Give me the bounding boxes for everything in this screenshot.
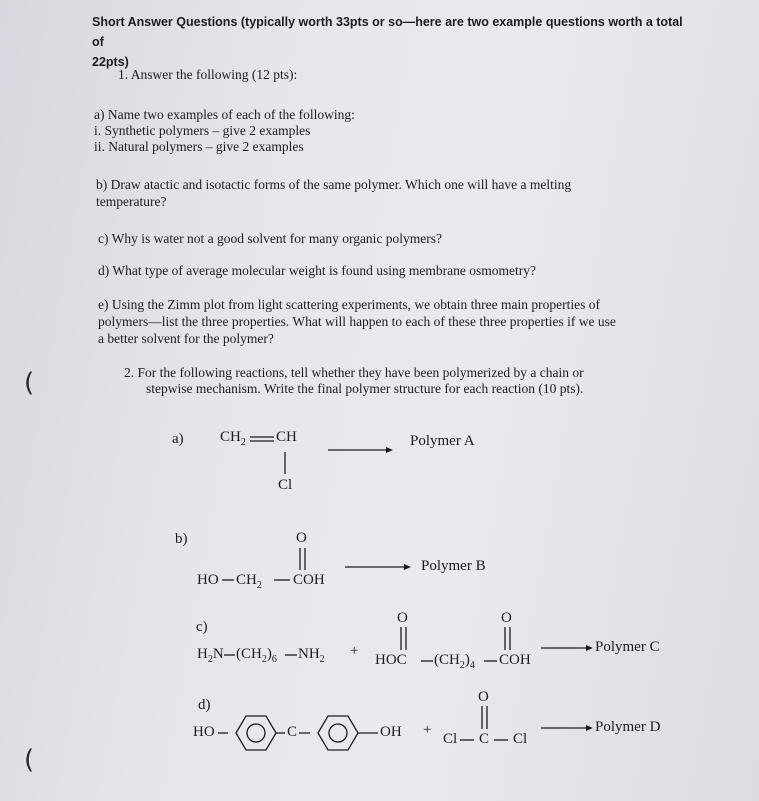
header-line-1: Short Answer Questions (typically worth 33pts or so—here are two example questions worth a total of — [92, 15, 683, 49]
reaction-c-nh2 — [298, 646, 325, 665]
reaction-c-h2n — [197, 646, 224, 665]
reaction-c-product: Polymer C — [595, 639, 660, 655]
q1d: d) What type of average molecular weight is found using membrane osmometry? — [98, 263, 536, 278]
reaction-a-label: a) — [172, 431, 184, 447]
reaction-a-ch: CH — [276, 429, 297, 445]
reaction-d-cl-2: Cl — [513, 731, 528, 747]
reaction-c-mid-end: ) — [464, 652, 470, 668]
reaction-c-h-text: H — [197, 646, 208, 662]
q1b-line-2: temperature? — [96, 194, 167, 209]
reaction-c-mid-text: (CH — [434, 652, 460, 668]
reaction-c-hoc: HOC — [375, 652, 407, 668]
reaction-c-oxygen-2: O — [501, 610, 512, 626]
reaction-c-chain-end: ) — [266, 646, 272, 662]
q1a-ii: ii. Natural polymers – give 2 examples — [94, 139, 304, 154]
reaction-c-coh: COH — [499, 652, 531, 668]
reaction-c-nh-text: NH — [298, 646, 320, 662]
q1a-prompt: a) Name two examples of each of the following: — [94, 107, 355, 122]
q1c: c) Why is water not a good solvent for many organic polymers? — [98, 231, 443, 246]
reaction-b-product: Polymer B — [421, 558, 486, 574]
reaction-c-chain-text: (CH — [236, 646, 262, 662]
reaction-d-oxygen: O — [478, 689, 489, 705]
reaction-a-ch2-text: CH — [220, 429, 241, 445]
reaction-c-plus: + — [350, 643, 359, 659]
q1e-line-2: polymers—list the three properties. What will happen to each of these three properties if we use — [98, 314, 616, 329]
margin-mark-bottom: ( — [24, 745, 35, 775]
reaction-b-ch2 — [236, 572, 262, 591]
reaction-c-oxygen-1: O — [397, 610, 408, 626]
reaction-c-chain-sub: 2 — [261, 654, 267, 665]
reaction-c-mid — [434, 652, 475, 671]
reaction-d-oh: OH — [380, 724, 402, 740]
reaction-d-plus: + — [423, 722, 432, 738]
q1e-line-1: e) Using the Zimm plot from light scattering experiments, we obtain three main properties of — [98, 297, 600, 312]
reaction-d-ho: HO — [193, 724, 215, 740]
q1b-line-1: b) Draw atactic and isotactic forms of the same polymer. Which one will have a melting — [96, 177, 572, 192]
q2-line-2: stepwise mechanism. Write the final polymer structure for each reaction (10 pts). — [146, 381, 584, 396]
reaction-a-ch2-sub: 2 — [240, 437, 246, 448]
reaction-c-chain — [236, 646, 277, 665]
reaction-d-carbon: C — [287, 724, 298, 740]
reaction-c-mid-sub: 2 — [459, 660, 465, 671]
reaction-c-h-sub: 2 — [207, 654, 213, 665]
q1-heading: 1. Answer the following (12 pts): — [118, 67, 298, 82]
reaction-d-cl-1: Cl — [443, 731, 458, 747]
reaction-b-ho: HO — [197, 572, 219, 588]
reaction-b-oxygen: O — [296, 530, 307, 546]
reaction-b-ch2-text: CH — [236, 572, 257, 588]
reaction-d-carbon-2: C — [479, 731, 490, 747]
reaction-b-label: b) — [175, 531, 188, 547]
margin-mark-top: ( — [24, 368, 35, 398]
reaction-c-n-text: N — [212, 646, 224, 662]
q2-line-1: 2. For the following reactions, tell whether they have been polymerized by a chain or — [124, 365, 584, 380]
reaction-c-label: c) — [196, 619, 208, 635]
q1e-line-3: a better solvent for the polymer? — [98, 331, 274, 346]
reaction-a-ch2 — [220, 429, 246, 448]
q1a-i: i. Synthetic polymers – give 2 examples — [94, 123, 311, 138]
header-line-2: 22pts) — [92, 55, 129, 69]
reaction-b-ch2-sub: 2 — [256, 580, 262, 591]
reaction-c-mid-n: 4 — [469, 660, 475, 671]
reaction-a-product: Polymer A — [410, 433, 475, 449]
reaction-d-product: Polymer D — [595, 719, 661, 735]
reaction-c-chain-n: 6 — [271, 654, 277, 665]
reaction-a-cl: Cl — [278, 477, 293, 493]
reaction-d-label: d) — [198, 697, 211, 713]
reaction-b-coh: COH — [293, 572, 325, 588]
reaction-c-nh-sub: 2 — [319, 654, 325, 665]
